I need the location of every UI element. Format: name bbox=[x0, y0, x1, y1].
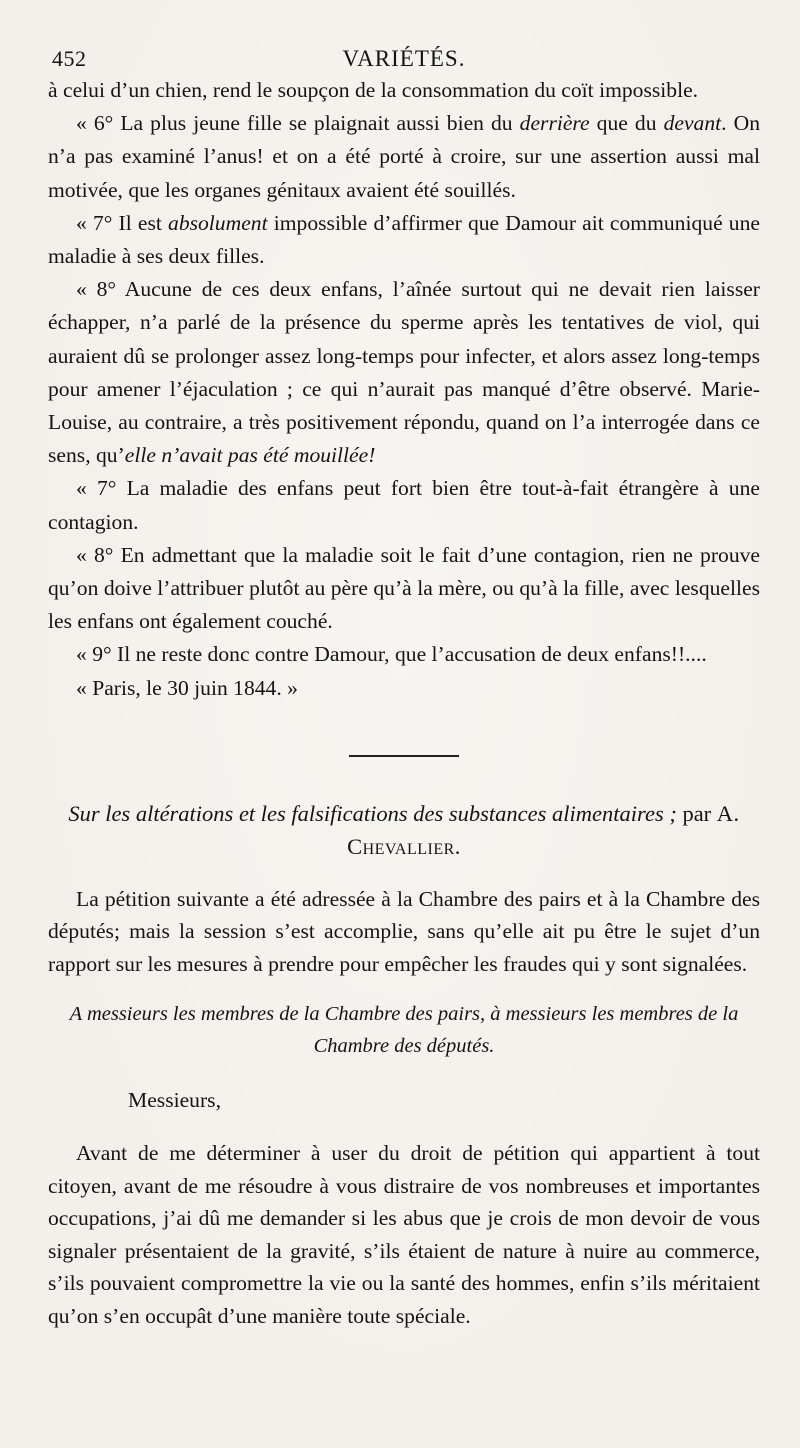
paragraph-point-7 bbox=[48, 207, 760, 273]
point-6-emphasis-devant: devant bbox=[663, 111, 722, 136]
paragraph-point-8-bis: « 8° En admettant que la maladie soit le fait d’une contagion, rien ne prouve qu’on doive l’attribuer plutôt au père qu’à la mère, ou qu’à la fille, avec lesquelles les enfans ont également couché. bbox=[48, 542, 760, 634]
point-6-middle: que du bbox=[589, 111, 664, 136]
conclusions-section bbox=[48, 74, 760, 705]
article-title-par: par bbox=[676, 800, 717, 826]
page-header bbox=[48, 34, 760, 74]
point-7-end: impossible d’affirmer que Damour ait communiqué une maladie à ses deux filles. bbox=[48, 210, 760, 269]
section-divider bbox=[349, 755, 459, 757]
point-6-start: « 6° La plus jeune fille se plaignait aussi bien du bbox=[76, 111, 520, 136]
point-8-start: « 8° Aucune de ces deux enfans, l’aînée surtout qui ne devait rien laisser échapper, n’a parlé de la présence du sperme après les tentatives de viol, qui auraient dû se prolonger assez long-temps pour infecter, et alors assez long-temps pour amener l’éjaculation ; ce qui n’aurait pas manqué d’être observé. Marie-Louise, au contraire, a très positivement répondu, quand on l’a interrogée dans ce sens, qu’ bbox=[48, 277, 760, 468]
petition-intro: La pétition suivante a été adressée à la Chambre des pairs et à la Chambre des députés; mais la session s’est accomplie, sans qu’elle ait pu être le sujet d’un rapport sur les mesures à prendre pour empêcher les fraudes qui y sont signalées. bbox=[48, 886, 760, 976]
point-8-emphasis: elle n’avait pas été mouillée! bbox=[124, 443, 376, 468]
paragraph-date: « Paris, le 30 juin 1844. » bbox=[76, 675, 298, 700]
paragraph-point-8 bbox=[48, 273, 760, 472]
point-6-emphasis-derriere: derrière bbox=[519, 111, 590, 136]
article-title bbox=[58, 797, 750, 863]
paragraph-continuation: à celui d’un chien, rend le soupçon de la consommation du coït impossible. bbox=[48, 78, 699, 102]
petition-address: A messieurs les membres de la Chambre des pairs, à messieurs les membres de la Chambre des députés. bbox=[69, 1003, 739, 1058]
petition-body-section bbox=[48, 1137, 760, 1332]
petition-section bbox=[48, 883, 760, 981]
page-number: 452 bbox=[52, 46, 87, 71]
article-author: A. Chevallier. bbox=[347, 800, 740, 859]
article-title-text: Sur les altérations et les falsifications des substances alimentaires ; bbox=[68, 800, 677, 826]
point-7-start: « 7° Il est bbox=[76, 210, 169, 235]
paragraph-point-6 bbox=[48, 107, 760, 207]
running-title: VARIÉTÉS. bbox=[342, 46, 466, 71]
point-6-end: . On n’a pas examiné l’anus! et on a été porté à croire, sur une assertion aussi mal motivée, que les organes génitaux avaient été souillés. bbox=[48, 111, 760, 202]
petition-salutation: Messieurs, bbox=[128, 1088, 221, 1113]
paragraph-point-7-bis: « 7° La maladie des enfans peut fort bien être tout-à-fait étrangère à une contagion. bbox=[48, 476, 760, 534]
paragraph-point-9: « 9° Il ne reste donc contre Damour, que l’accusation de deux enfans!!.... bbox=[76, 642, 707, 667]
petition-body: Avant de me déterminer à user du droit de pétition qui appartient à tout citoyen, avant de me résoudre à vous distraire de vos nombreuses et importantes occupations, j’ai dû me demander si les abus que je crois de mon devoir de vous signaler présentaient de la gravité, s’ils étaient de nature à nuire au commerce, s’ils pouvaient compromettre la vie ou la santé des hommes, enfin s’ils méritaient qu’on s’en occupât d’une manière toute spéciale. bbox=[48, 1141, 760, 1328]
point-7-emphasis: absolument bbox=[168, 210, 268, 235]
